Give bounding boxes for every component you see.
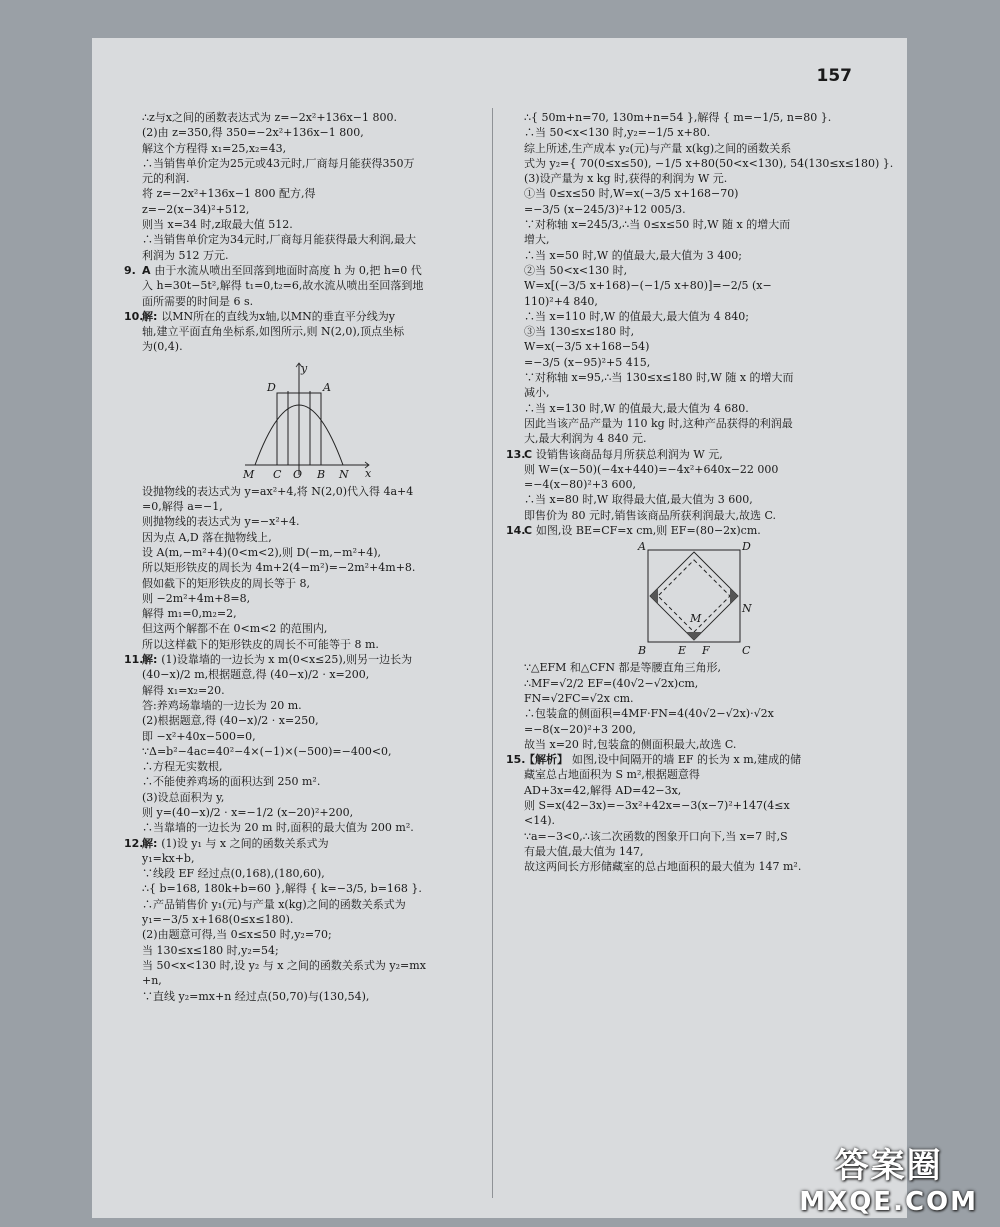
text-line: ∴当 50<x<130 时,y₂=−1/5 x+80. (524, 126, 711, 140)
text-line (506, 447, 854, 462)
text-line: <14). (524, 814, 556, 828)
problem-number: 14. (506, 524, 526, 538)
point-label: O (293, 467, 303, 481)
text-line: z=−2(x−34)²+512, (142, 202, 250, 216)
text-line: (3)设产量为 x kg 时,获得的利润为 W 元. (524, 172, 728, 186)
text-line: 因为点 A,D 落在抛物线上, (142, 530, 272, 544)
text-line: ∴当 x=110 时,W 的值最大,最大值为 4 840; (524, 309, 749, 323)
text-line: 110)²+4 840, (524, 294, 598, 308)
text-line: =−3/5 (x−95)²+5 415, (524, 355, 651, 369)
text-line: ∵直线 y₂=mx+n 经过点(50,70)与(130,54), (142, 989, 370, 1003)
text-line: 轴,建立平面直角坐标系,如图所示,则 N(2,0),顶点坐标 (142, 325, 405, 339)
text-line: 则 −2m²+4m+8=8, (142, 591, 251, 605)
watermark-logo (799, 1138, 978, 1217)
text-line: ①当 0≤x≤50 时,W=x(−3/5 x+168−70) (524, 187, 739, 201)
text-line: 解这个方程得 x₁=25,x₂=43, (142, 141, 287, 155)
column-divider (492, 108, 493, 1198)
text-line: =−8(x−20)²+3 200, (524, 722, 637, 736)
point-label: B (317, 467, 326, 481)
text-line: 面所需要的时间是 6 s. (142, 294, 254, 308)
text-line: ∴当销售单价定为25元或43元时,厂商每月能获得350万 (142, 156, 415, 170)
watermark-url: MXQE.COM (799, 1187, 978, 1217)
text-line (506, 523, 854, 538)
text-line: 所以矩形铁皮的周长为 4m+2(4−m²)=−2m²+4m+8. (142, 561, 416, 575)
text-line: (2)根据题意,得 (40−x)/2 · x=250, (142, 714, 319, 728)
text-line: 则 W=(x−50)(−4x+440)=−4x²+640x−22 000 (524, 462, 779, 476)
answer-label: 【解析】 (524, 753, 572, 767)
text-line: ③当 130≤x≤180 时, (524, 325, 635, 339)
text-line: ∴不能使养鸡场的面积达到 250 m². (142, 775, 321, 789)
point-label: C (273, 467, 282, 481)
solution-text: 由于水流从喷出至回落到地面时高度 h 为 0,把 h=0 代 (154, 263, 422, 277)
problem-number: 11. (124, 653, 144, 667)
left-column (124, 110, 477, 1004)
text-line: +n, (142, 974, 162, 988)
text-line: (2)由题意可得,当 0≤x≤50 时,y₂=70; (142, 928, 332, 942)
answer-label: 解: (142, 653, 162, 667)
text-line: 即售价为 80 元时,销售该商品所获利润最大,故选 C. (524, 508, 776, 522)
problem-number: 9. (124, 263, 136, 277)
text-line: 则当 x=34 时,z取最大值 512. (142, 218, 293, 232)
text-line: 即 −x²+40x−500=0, (142, 729, 256, 743)
text-line: ∵对称轴 x=95,∴当 130≤x≤180 时,W 随 x 的增大而 (524, 371, 794, 385)
text-line: (3)设总面积为 y, (142, 790, 225, 804)
text-line: ∴当销售单价定为34元时,厂商每月能获得最大利润,最大 (142, 233, 416, 247)
text-line (124, 309, 477, 324)
text-line: (40−x)/2 m,根据题意,得 (40−x)/2 · x=200, (142, 668, 370, 682)
text-line: 藏室总占地面积为 S m²,根据题意得 (524, 768, 700, 782)
text-line: ∵线段 EF 经过点(0,168),(180,60), (142, 867, 325, 881)
solution-text: (1)设 y₁ 与 x 之间的函数关系式为 (161, 836, 329, 850)
axis-label-x: x (365, 466, 372, 480)
text-line: 当 50<x<130 时,设 y₂ 与 x 之间的函数关系式为 y₂=mx (142, 958, 426, 972)
solution-text: 如图,设中间隔开的墙 EF 的长为 x m,建成的储 (571, 753, 802, 767)
answer-label: A (142, 263, 155, 277)
text-line: 答:养鸡场靠墙的一边长为 20 m. (142, 698, 302, 712)
solution-text: 设销售该商品每月所获总利润为 W 元, (535, 447, 723, 461)
point-label: B (638, 644, 647, 658)
point-label: M (690, 612, 702, 626)
text-line: =−3/5 (x−245/3)²+12 005/3. (524, 202, 686, 216)
box-net-figure (634, 540, 764, 658)
text-line: 有最大值,最大值为 147, (524, 844, 644, 858)
text-line: ∴MF=√2/2 EF=(40√2−√2x)cm, (524, 676, 699, 690)
text-line: 将 z=−2x²+136x−1 800 配方,得 (142, 187, 316, 201)
text-line: 假如截下的矩形铁皮的周长等于 8, (142, 576, 310, 590)
solution-text: 以MN所在的直线为x轴,以MN的垂直平分线为y (161, 309, 395, 323)
answer-label: C (524, 447, 536, 461)
text-line: ∴产品销售价 y₁(元)与产量 x(kg)之间的函数关系式为 (142, 897, 406, 911)
text-line: 元的利润. (142, 172, 190, 186)
text-line: AD+3x=42,解得 AD=42−3x, (524, 783, 682, 797)
text-line: 减小, (524, 386, 550, 400)
text-line: 故这两间长方形储藏室的总占地面积的最大值为 147 m². (524, 860, 802, 874)
problem-number: 15. (506, 753, 526, 767)
text-line: ∴当 x=80 时,W 取得最大值,最大值为 3 600, (524, 493, 753, 507)
text-line: 入 h=30t−5t²,解得 t₁=0,t₂=6,故水流从喷出至回落到地 (142, 279, 424, 293)
point-label: A (323, 380, 331, 394)
text-line: ∴{ b=168, 180k+b=60 },解得 { k=−3/5, b=168 }. (142, 882, 422, 896)
point-label: A (638, 540, 646, 554)
text-line: ∴方程无实数根, (142, 760, 223, 774)
text-line: 为(0,4). (142, 340, 183, 354)
text-line: ∵a=−3<0,∴该二次函数的图象开口向下,当 x=7 时,S (524, 829, 788, 843)
text-line: (2)由 z=350,得 350=−2x²+136x−1 800, (142, 126, 364, 140)
text-line: ∴{ 50m+n=70, 130m+n=54 },解得 { m=−1/5, n=80 }. (524, 111, 832, 124)
textbook-page (92, 38, 907, 1218)
problem-number: 10. (124, 309, 144, 323)
text-line: ∴当靠墙的一边长为 20 m 时,面积的最大值为 200 m². (142, 821, 414, 835)
parabola-figure (237, 357, 377, 482)
solution-text: 如图,设 BE=CF=x cm,则 EF=(80−2x)cm. (535, 524, 761, 538)
text-line: W=x(−3/5 x+168−54) (524, 340, 650, 354)
text-line: ∵对称轴 x=245/3,∴当 0≤x≤50 时,W 随 x 的增大而 (524, 218, 791, 232)
text-line: 因此当该产品产量为 110 kg 时,这种产品获得的利润最 (524, 416, 793, 430)
point-label: N (742, 602, 752, 616)
text-line: ②当 50<x<130 时, (524, 263, 628, 277)
text-line: 大,最大利润为 4 840 元. (524, 432, 647, 446)
text-line: 设抛物线的表达式为 y=ax²+4,将 N(2,0)代入得 4a+4 (142, 484, 414, 498)
text-line: ∴z与x之间的函数表达式为 z=−2x²+136x−1 800. (142, 111, 397, 124)
point-label: D (742, 540, 751, 554)
text-line: 解得 m₁=0,m₂=2, (142, 607, 237, 621)
text-line: 设 A(m,−m²+4)(0<m<2),则 D(−m,−m²+4), (142, 545, 381, 559)
text-line: ∴包装盒的侧面积=4MF·FN=4(40√2−√2x)·√2x (524, 707, 774, 721)
text-line: 但这两个解都不在 0<m<2 的范围内, (142, 622, 328, 636)
text-line: W=x[(−3/5 x+168)−(−1/5 x+80)]=−2/5 (x− (524, 279, 772, 293)
text-line: ∵△EFM 和△CFN 都是等腰直角三角形, (524, 661, 722, 675)
text-line: 则抛物线的表达式为 y=−x²+4. (142, 515, 300, 529)
page-number: 157 (816, 66, 852, 86)
right-column (506, 110, 894, 874)
text-line: 则 y=(40−x)/2 · x=−1/2 (x−20)²+200, (142, 805, 354, 819)
problem-number: 13. (506, 447, 526, 461)
point-label: C (742, 644, 751, 658)
point-label: E (678, 644, 687, 658)
text-line: 所以这样截下的矩形铁皮的周长不可能等于 8 m. (142, 637, 379, 651)
answer-label: 解: (142, 836, 162, 850)
text-line: 则 S=x(42−3x)=−3x²+42x=−3(x−7)²+147(4≤x (524, 798, 790, 812)
text-line: y₁=kx+b, (142, 851, 195, 865)
text-line: y₁=−3/5 x+168(0≤x≤180). (142, 913, 294, 927)
text-line: 利润为 512 万元. (142, 248, 229, 262)
text-line: 式为 y₂={ 70(0≤x≤50), −1/5 x+80(50<x<130), 54(130≤x≤180) }. (524, 156, 894, 170)
text-line: 增大, (524, 233, 550, 247)
text-line: 综上所述,生产成本 y₂(元)与产量 x(kg)之间的函数关系 (524, 141, 792, 155)
text-line: FN=√2FC=√2x cm. (524, 691, 634, 705)
text-line: 当 130≤x≤180 时,y₂=54; (142, 943, 279, 957)
text-line: =0,解得 a=−1, (142, 500, 223, 514)
text-line: ∵Δ=b²−4ac=40²−4×(−1)×(−500)=−400<0, (142, 744, 392, 758)
text-line: =−4(x−80)²+3 600, (524, 478, 637, 492)
text-line (124, 652, 477, 667)
point-label: N (339, 467, 349, 481)
problem-number: 12. (124, 836, 144, 850)
solution-text: (1)设靠墙的一边长为 x m(0<x≤25),则另一边长为 (161, 653, 413, 667)
answer-label: C (524, 524, 536, 538)
text-line (506, 752, 854, 767)
text-line: 解得 x₁=x₂=20. (142, 683, 225, 697)
point-label: F (702, 644, 710, 658)
text-line: ∴当 x=130 时,W 的值最大,最大值为 4 680. (524, 401, 749, 415)
answer-label: 解: (142, 309, 162, 323)
text-line: 故当 x=20 时,包装盒的侧面积最大,故选 C. (524, 737, 737, 751)
text-line (124, 836, 477, 851)
text-line: ∴当 x=50 时,W 的值最大,最大值为 3 400; (524, 248, 742, 262)
point-label: M (243, 467, 255, 481)
axis-label-y: y (301, 361, 308, 375)
text-line (124, 263, 477, 278)
watermark-text: 答案圈 (834, 1146, 943, 1186)
point-label: D (267, 380, 276, 394)
